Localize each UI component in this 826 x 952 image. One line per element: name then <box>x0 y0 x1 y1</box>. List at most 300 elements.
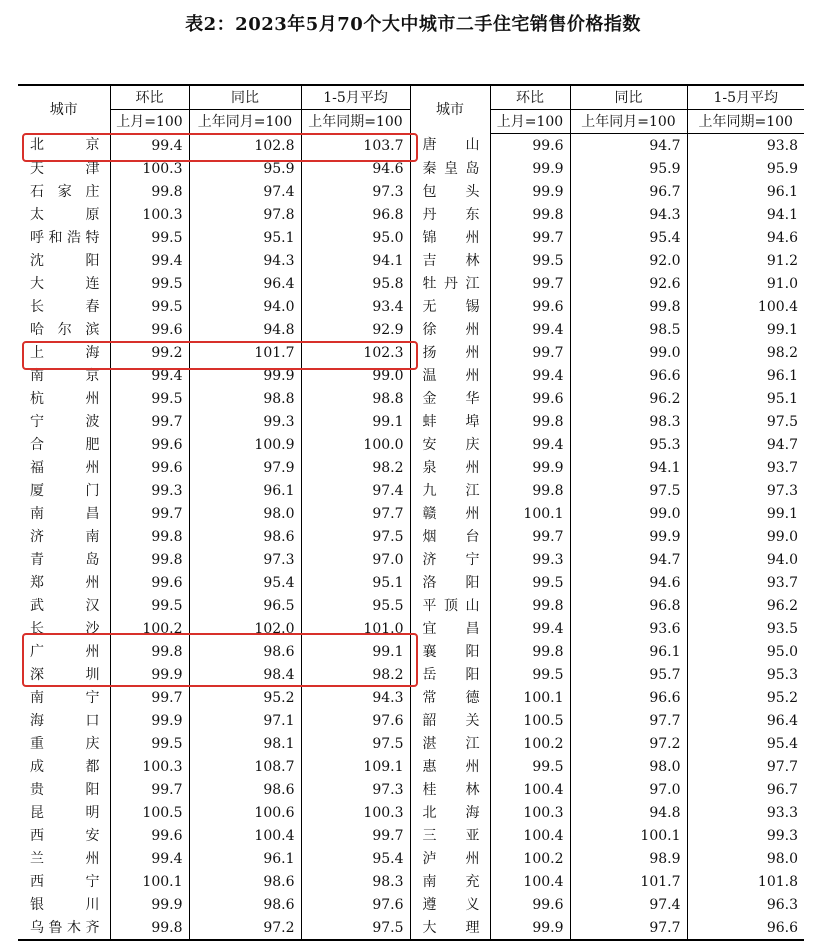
yoy-value-left: 97.4 <box>189 180 301 203</box>
city-name-right: 南 充 <box>410 870 490 893</box>
table-row <box>18 341 804 364</box>
yoy-value-right: 100.1 <box>570 824 687 847</box>
avg-value-left: 95.1 <box>301 571 410 594</box>
city-name-right: 锦 州 <box>410 226 490 249</box>
mom-value-right: 100.5 <box>490 709 570 732</box>
city-name-left: 武 汉 <box>30 597 100 614</box>
yoy-value-right: 97.5 <box>570 479 687 502</box>
mom-value-left: 99.4 <box>110 847 189 870</box>
mom-value-left: 100.3 <box>110 755 189 778</box>
avg-value-right: 93.7 <box>687 456 804 479</box>
mom-value-left: 99.7 <box>110 410 189 433</box>
mom-value-right: 100.1 <box>490 686 570 709</box>
table-row <box>18 364 804 387</box>
avg-value-left: 98.8 <box>301 387 410 410</box>
table-row <box>18 801 804 824</box>
mom-value-left: 99.8 <box>110 548 189 571</box>
yoy-value-right: 94.1 <box>570 456 687 479</box>
avg-value-right: 95.2 <box>687 686 804 709</box>
yoy-value-left: 98.6 <box>189 870 301 893</box>
avg-value-right: 95.4 <box>687 732 804 755</box>
table-row <box>18 893 804 916</box>
city-name-left: 长 沙 <box>30 620 100 637</box>
mom-value-left: 100.3 <box>110 157 189 180</box>
city-name-right: 襄 阳 <box>410 640 490 663</box>
avg-value-right: 96.4 <box>687 709 804 732</box>
mom-value-right: 99.7 <box>490 226 570 249</box>
mom-value-left: 99.2 <box>110 341 189 364</box>
mom-value-right: 100.3 <box>490 801 570 824</box>
avg-value-left: 97.0 <box>301 548 410 571</box>
yoy-value-left: 98.0 <box>189 502 301 525</box>
yoy-value-left: 102.8 <box>189 134 301 158</box>
yoy-value-left: 98.8 <box>189 387 301 410</box>
mom-value-left: 99.7 <box>110 778 189 801</box>
avg-value-left: 98.2 <box>301 456 410 479</box>
mom-value-left: 99.6 <box>110 456 189 479</box>
city-name-right: 扬 州 <box>410 341 490 364</box>
avg-value-right: 96.3 <box>687 893 804 916</box>
yoy-value-left: 108.7 <box>189 755 301 778</box>
unit-yoy-right: 上年同月=100 <box>570 110 687 134</box>
city-name-right: 平 顶 山 <box>410 594 490 617</box>
header-mom-right: 环比 <box>490 85 570 110</box>
mom-value-left: 99.6 <box>110 571 189 594</box>
table-row <box>18 226 804 249</box>
yoy-value-right: 99.8 <box>570 295 687 318</box>
mom-value-right: 99.9 <box>490 157 570 180</box>
mom-value-left: 99.5 <box>110 594 189 617</box>
mom-value-right: 99.8 <box>490 203 570 226</box>
table-row <box>18 433 804 456</box>
avg-value-right: 93.3 <box>687 801 804 824</box>
yoy-value-right: 97.7 <box>570 709 687 732</box>
yoy-value-right: 97.2 <box>570 732 687 755</box>
table-row <box>18 134 804 158</box>
avg-value-left: 95.4 <box>301 847 410 870</box>
avg-value-left: 95.8 <box>301 272 410 295</box>
mom-value-left: 99.4 <box>110 364 189 387</box>
mom-value-right: 99.7 <box>490 341 570 364</box>
avg-value-left: 97.5 <box>301 732 410 755</box>
mom-value-right: 99.8 <box>490 640 570 663</box>
city-name-left: 厦 门 <box>30 482 100 499</box>
yoy-value-right: 97.4 <box>570 893 687 916</box>
city-name-left: 北 京 <box>30 137 100 154</box>
avg-value-left: 97.4 <box>301 479 410 502</box>
mom-value-right: 100.2 <box>490 732 570 755</box>
unit-avg-right: 上年同期=100 <box>687 110 804 134</box>
city-name-left: 西 宁 <box>30 873 100 890</box>
avg-value-right: 95.1 <box>687 387 804 410</box>
table-row <box>18 502 804 525</box>
yoy-value-left: 96.4 <box>189 272 301 295</box>
avg-value-left: 94.3 <box>301 686 410 709</box>
avg-value-left: 97.3 <box>301 180 410 203</box>
mom-value-left: 99.9 <box>110 709 189 732</box>
yoy-value-right: 96.2 <box>570 387 687 410</box>
yoy-value-right: 99.9 <box>570 525 687 548</box>
yoy-value-left: 99.9 <box>189 364 301 387</box>
header-yoy-left: 同比 <box>189 85 301 110</box>
mom-value-left: 99.5 <box>110 295 189 318</box>
avg-value-right: 96.7 <box>687 778 804 801</box>
table-row <box>18 456 804 479</box>
table-row <box>18 916 804 940</box>
mom-value-right: 100.1 <box>490 502 570 525</box>
table-row <box>18 525 804 548</box>
city-name-left: 乌鲁木齐 <box>18 916 110 940</box>
avg-value-right: 96.1 <box>687 180 804 203</box>
table-row <box>18 180 804 203</box>
city-name-left: 呼和浩特 <box>30 229 100 246</box>
yoy-value-left: 95.4 <box>189 571 301 594</box>
yoy-value-left: 98.6 <box>189 640 301 663</box>
yoy-value-left: 95.2 <box>189 686 301 709</box>
yoy-value-left: 100.4 <box>189 824 301 847</box>
city-name-left: 贵 阳 <box>30 781 100 798</box>
mom-value-right: 99.5 <box>490 249 570 272</box>
city-name-right: 赣 州 <box>410 502 490 525</box>
city-name-right: 蚌 埠 <box>410 410 490 433</box>
avg-value-right: 95.9 <box>687 157 804 180</box>
yoy-value-left: 96.1 <box>189 479 301 502</box>
avg-value-left: 95.0 <box>301 226 410 249</box>
yoy-value-left: 97.8 <box>189 203 301 226</box>
yoy-value-left: 96.5 <box>189 594 301 617</box>
mom-value-right: 99.8 <box>490 479 570 502</box>
header-avg-right: 1-5月平均 <box>687 85 804 110</box>
mom-value-right: 99.7 <box>490 525 570 548</box>
yoy-value-left: 98.6 <box>189 778 301 801</box>
city-name-right: 丹 东 <box>410 203 490 226</box>
price-index-table-container <box>18 84 804 941</box>
avg-value-right: 94.7 <box>687 433 804 456</box>
table-row <box>18 410 804 433</box>
yoy-value-right: 93.6 <box>570 617 687 640</box>
yoy-value-left: 97.3 <box>189 548 301 571</box>
mom-value-left: 99.3 <box>110 479 189 502</box>
header-city-right: 城市 <box>410 85 490 134</box>
mom-value-left: 99.7 <box>110 502 189 525</box>
mom-value-right: 99.3 <box>490 548 570 571</box>
city-name-right: 烟 台 <box>410 525 490 548</box>
yoy-value-left: 98.4 <box>189 663 301 686</box>
city-name-left: 深 圳 <box>30 666 100 683</box>
mom-value-right: 99.9 <box>490 916 570 940</box>
avg-value-left: 97.5 <box>301 916 410 940</box>
yoy-value-left: 99.3 <box>189 410 301 433</box>
mom-value-left: 99.5 <box>110 732 189 755</box>
city-name-right: 遵 义 <box>410 893 490 916</box>
table-row <box>18 594 804 617</box>
table-row <box>18 824 804 847</box>
city-name-right: 大 理 <box>410 916 490 940</box>
yoy-value-left: 97.9 <box>189 456 301 479</box>
city-name-left: 重 庆 <box>30 735 100 752</box>
mom-value-right: 99.4 <box>490 617 570 640</box>
city-name-right: 常 德 <box>410 686 490 709</box>
city-name-right: 泸 州 <box>410 847 490 870</box>
city-name-right: 温 州 <box>410 364 490 387</box>
avg-value-right: 97.3 <box>687 479 804 502</box>
city-name-left: 青 岛 <box>30 551 100 568</box>
yoy-value-right: 98.0 <box>570 755 687 778</box>
city-name-left: 大 连 <box>30 275 100 292</box>
mom-value-right: 99.6 <box>490 295 570 318</box>
city-name-left: 天 津 <box>30 160 100 177</box>
mom-value-right: 99.9 <box>490 180 570 203</box>
city-name-left: 昆 明 <box>30 804 100 821</box>
table-row <box>18 249 804 272</box>
yoy-value-left: 94.8 <box>189 318 301 341</box>
table-row <box>18 617 804 640</box>
yoy-value-right: 96.6 <box>570 364 687 387</box>
table-row <box>18 732 804 755</box>
avg-value-right: 94.0 <box>687 548 804 571</box>
avg-value-left: 99.0 <box>301 364 410 387</box>
city-name-left: 上 海 <box>30 344 100 361</box>
table-row <box>18 295 804 318</box>
header-avg-left: 1-5月平均 <box>301 85 410 110</box>
table-row <box>18 548 804 571</box>
avg-value-right: 98.0 <box>687 847 804 870</box>
yoy-value-right: 98.9 <box>570 847 687 870</box>
avg-value-left: 97.7 <box>301 502 410 525</box>
price-index-table <box>18 84 804 941</box>
yoy-value-right: 97.7 <box>570 916 687 940</box>
table-row <box>18 157 804 180</box>
city-name-right: 金 华 <box>410 387 490 410</box>
table-row <box>18 640 804 663</box>
mom-value-left: 99.9 <box>110 663 189 686</box>
mom-value-right: 99.4 <box>490 318 570 341</box>
mom-value-left: 99.9 <box>110 893 189 916</box>
table-row <box>18 318 804 341</box>
avg-value-left: 99.1 <box>301 410 410 433</box>
header-yoy-right: 同比 <box>570 85 687 110</box>
yoy-value-left: 94.0 <box>189 295 301 318</box>
mom-value-right: 99.9 <box>490 456 570 479</box>
city-name-left: 杭 州 <box>30 390 100 407</box>
yoy-value-right: 92.6 <box>570 272 687 295</box>
city-name-right: 唐 山 <box>410 134 490 158</box>
mom-value-right: 100.4 <box>490 870 570 893</box>
avg-value-left: 96.8 <box>301 203 410 226</box>
avg-value-left: 102.3 <box>301 341 410 364</box>
mom-value-right: 100.4 <box>490 824 570 847</box>
avg-value-right: 93.7 <box>687 571 804 594</box>
city-name-right: 牡 丹 江 <box>410 272 490 295</box>
table-row <box>18 755 804 778</box>
table-row <box>18 479 804 502</box>
yoy-value-right: 95.4 <box>570 226 687 249</box>
avg-value-right: 95.3 <box>687 663 804 686</box>
mom-value-left: 99.6 <box>110 824 189 847</box>
avg-value-left: 103.7 <box>301 134 410 158</box>
mom-value-right: 99.4 <box>490 364 570 387</box>
table-row <box>18 663 804 686</box>
avg-value-right: 96.6 <box>687 916 804 940</box>
city-name-right: 湛 江 <box>410 732 490 755</box>
yoy-value-left: 95.9 <box>189 157 301 180</box>
city-name-right: 安 庆 <box>410 433 490 456</box>
avg-value-right: 98.2 <box>687 341 804 364</box>
header-mom-left: 环比 <box>110 85 189 110</box>
city-name-left: 济 南 <box>30 528 100 545</box>
avg-value-right: 93.8 <box>687 134 804 158</box>
unit-avg-left: 上年同期=100 <box>301 110 410 134</box>
yoy-value-right: 98.5 <box>570 318 687 341</box>
mom-value-left: 99.4 <box>110 134 189 158</box>
mom-value-right: 99.5 <box>490 755 570 778</box>
city-name-left: 福 州 <box>30 459 100 476</box>
mom-value-left: 100.1 <box>110 870 189 893</box>
mom-value-left: 99.5 <box>110 226 189 249</box>
city-name-left: 宁 波 <box>30 413 100 430</box>
mom-value-right: 99.4 <box>490 433 570 456</box>
city-name-right: 宜 昌 <box>410 617 490 640</box>
avg-value-right: 94.1 <box>687 203 804 226</box>
city-name-right: 九 江 <box>410 479 490 502</box>
city-name-right: 包 头 <box>410 180 490 203</box>
yoy-value-left: 102.0 <box>189 617 301 640</box>
city-name-left: 南 京 <box>30 367 100 384</box>
city-name-right: 北 海 <box>410 801 490 824</box>
yoy-value-right: 94.8 <box>570 801 687 824</box>
city-name-left: 太 原 <box>30 206 100 223</box>
yoy-value-left: 95.1 <box>189 226 301 249</box>
table-row <box>18 272 804 295</box>
city-name-left: 沈 阳 <box>30 252 100 269</box>
city-name-right: 岳 阳 <box>410 663 490 686</box>
unit-yoy-left: 上年同月=100 <box>189 110 301 134</box>
city-name-left: 南 昌 <box>30 505 100 522</box>
mom-value-right: 99.5 <box>490 663 570 686</box>
city-name-right: 无 锡 <box>410 295 490 318</box>
avg-value-left: 100.0 <box>301 433 410 456</box>
city-name-right: 三 亚 <box>410 824 490 847</box>
yoy-value-right: 94.7 <box>570 548 687 571</box>
yoy-value-right: 99.0 <box>570 341 687 364</box>
yoy-value-left: 100.6 <box>189 801 301 824</box>
page-title: 表2：2023年5月70个大中城市二手住宅销售价格指数 <box>185 14 641 35</box>
city-name-right: 吉 林 <box>410 249 490 272</box>
city-name-right: 徐 州 <box>410 318 490 341</box>
yoy-value-left: 98.6 <box>189 525 301 548</box>
avg-value-right: 100.4 <box>687 295 804 318</box>
unit-mom-right: 上月=100 <box>490 110 570 134</box>
mom-value-right: 99.6 <box>490 134 570 158</box>
mom-value-right: 99.6 <box>490 893 570 916</box>
city-name-left: 海 口 <box>30 712 100 729</box>
table-row <box>18 847 804 870</box>
avg-value-left: 94.6 <box>301 157 410 180</box>
avg-value-left: 92.9 <box>301 318 410 341</box>
table-row <box>18 571 804 594</box>
yoy-value-right: 96.6 <box>570 686 687 709</box>
city-name-right: 惠 州 <box>410 755 490 778</box>
avg-value-right: 99.3 <box>687 824 804 847</box>
city-name-left: 银 川 <box>30 896 100 913</box>
yoy-value-left: 101.7 <box>189 341 301 364</box>
header-city-left: 城市 <box>18 85 110 134</box>
avg-value-right: 96.2 <box>687 594 804 617</box>
avg-value-left: 97.5 <box>301 525 410 548</box>
avg-value-left: 97.3 <box>301 778 410 801</box>
yoy-value-right: 99.0 <box>570 502 687 525</box>
table-row <box>18 870 804 893</box>
mom-value-left: 99.5 <box>110 272 189 295</box>
mom-value-right: 99.5 <box>490 571 570 594</box>
city-name-left: 成 都 <box>30 758 100 775</box>
yoy-value-right: 94.3 <box>570 203 687 226</box>
table-body <box>18 134 804 941</box>
mom-value-left: 99.8 <box>110 640 189 663</box>
city-name-left: 合 肥 <box>30 436 100 453</box>
avg-value-right: 97.7 <box>687 755 804 778</box>
avg-value-left: 99.1 <box>301 640 410 663</box>
yoy-value-left: 98.6 <box>189 893 301 916</box>
city-name-left: 南 宁 <box>30 689 100 706</box>
avg-value-right: 99.1 <box>687 318 804 341</box>
yoy-value-left: 94.3 <box>189 249 301 272</box>
yoy-value-right: 101.7 <box>570 870 687 893</box>
city-name-left: 长 春 <box>30 298 100 315</box>
avg-value-left: 100.3 <box>301 801 410 824</box>
avg-value-right: 101.8 <box>687 870 804 893</box>
mom-value-left: 99.6 <box>110 433 189 456</box>
mom-value-left: 100.5 <box>110 801 189 824</box>
mom-value-left: 100.3 <box>110 203 189 226</box>
mom-value-right: 100.4 <box>490 778 570 801</box>
table-row <box>18 387 804 410</box>
avg-value-left: 95.5 <box>301 594 410 617</box>
city-name-right: 秦 皇 岛 <box>410 157 490 180</box>
city-name-right: 泉 州 <box>410 456 490 479</box>
mom-value-right: 99.8 <box>490 410 570 433</box>
city-name-right: 济 宁 <box>410 548 490 571</box>
avg-value-right: 97.5 <box>687 410 804 433</box>
yoy-value-left: 100.9 <box>189 433 301 456</box>
city-name-left: 兰 州 <box>30 850 100 867</box>
city-name-left: 石 家 庄 <box>30 183 100 200</box>
yoy-value-right: 94.6 <box>570 571 687 594</box>
avg-value-right: 91.0 <box>687 272 804 295</box>
yoy-value-right: 95.7 <box>570 663 687 686</box>
yoy-value-right: 94.7 <box>570 134 687 158</box>
mom-value-right: 99.8 <box>490 594 570 617</box>
yoy-value-left: 98.1 <box>189 732 301 755</box>
city-name-right: 韶 关 <box>410 709 490 732</box>
avg-value-left: 94.1 <box>301 249 410 272</box>
yoy-value-left: 97.2 <box>189 916 301 940</box>
mom-value-left: 99.5 <box>110 387 189 410</box>
avg-value-right: 95.0 <box>687 640 804 663</box>
mom-value-right: 100.2 <box>490 847 570 870</box>
avg-value-left: 97.6 <box>301 709 410 732</box>
avg-value-right: 94.6 <box>687 226 804 249</box>
yoy-value-right: 92.0 <box>570 249 687 272</box>
yoy-value-right: 95.3 <box>570 433 687 456</box>
avg-value-left: 98.2 <box>301 663 410 686</box>
city-name-right: 洛 阳 <box>410 571 490 594</box>
mom-value-left: 99.8 <box>110 180 189 203</box>
mom-value-left: 100.2 <box>110 617 189 640</box>
yoy-value-right: 96.7 <box>570 180 687 203</box>
city-name-left: 广 州 <box>30 643 100 660</box>
table-row <box>18 709 804 732</box>
